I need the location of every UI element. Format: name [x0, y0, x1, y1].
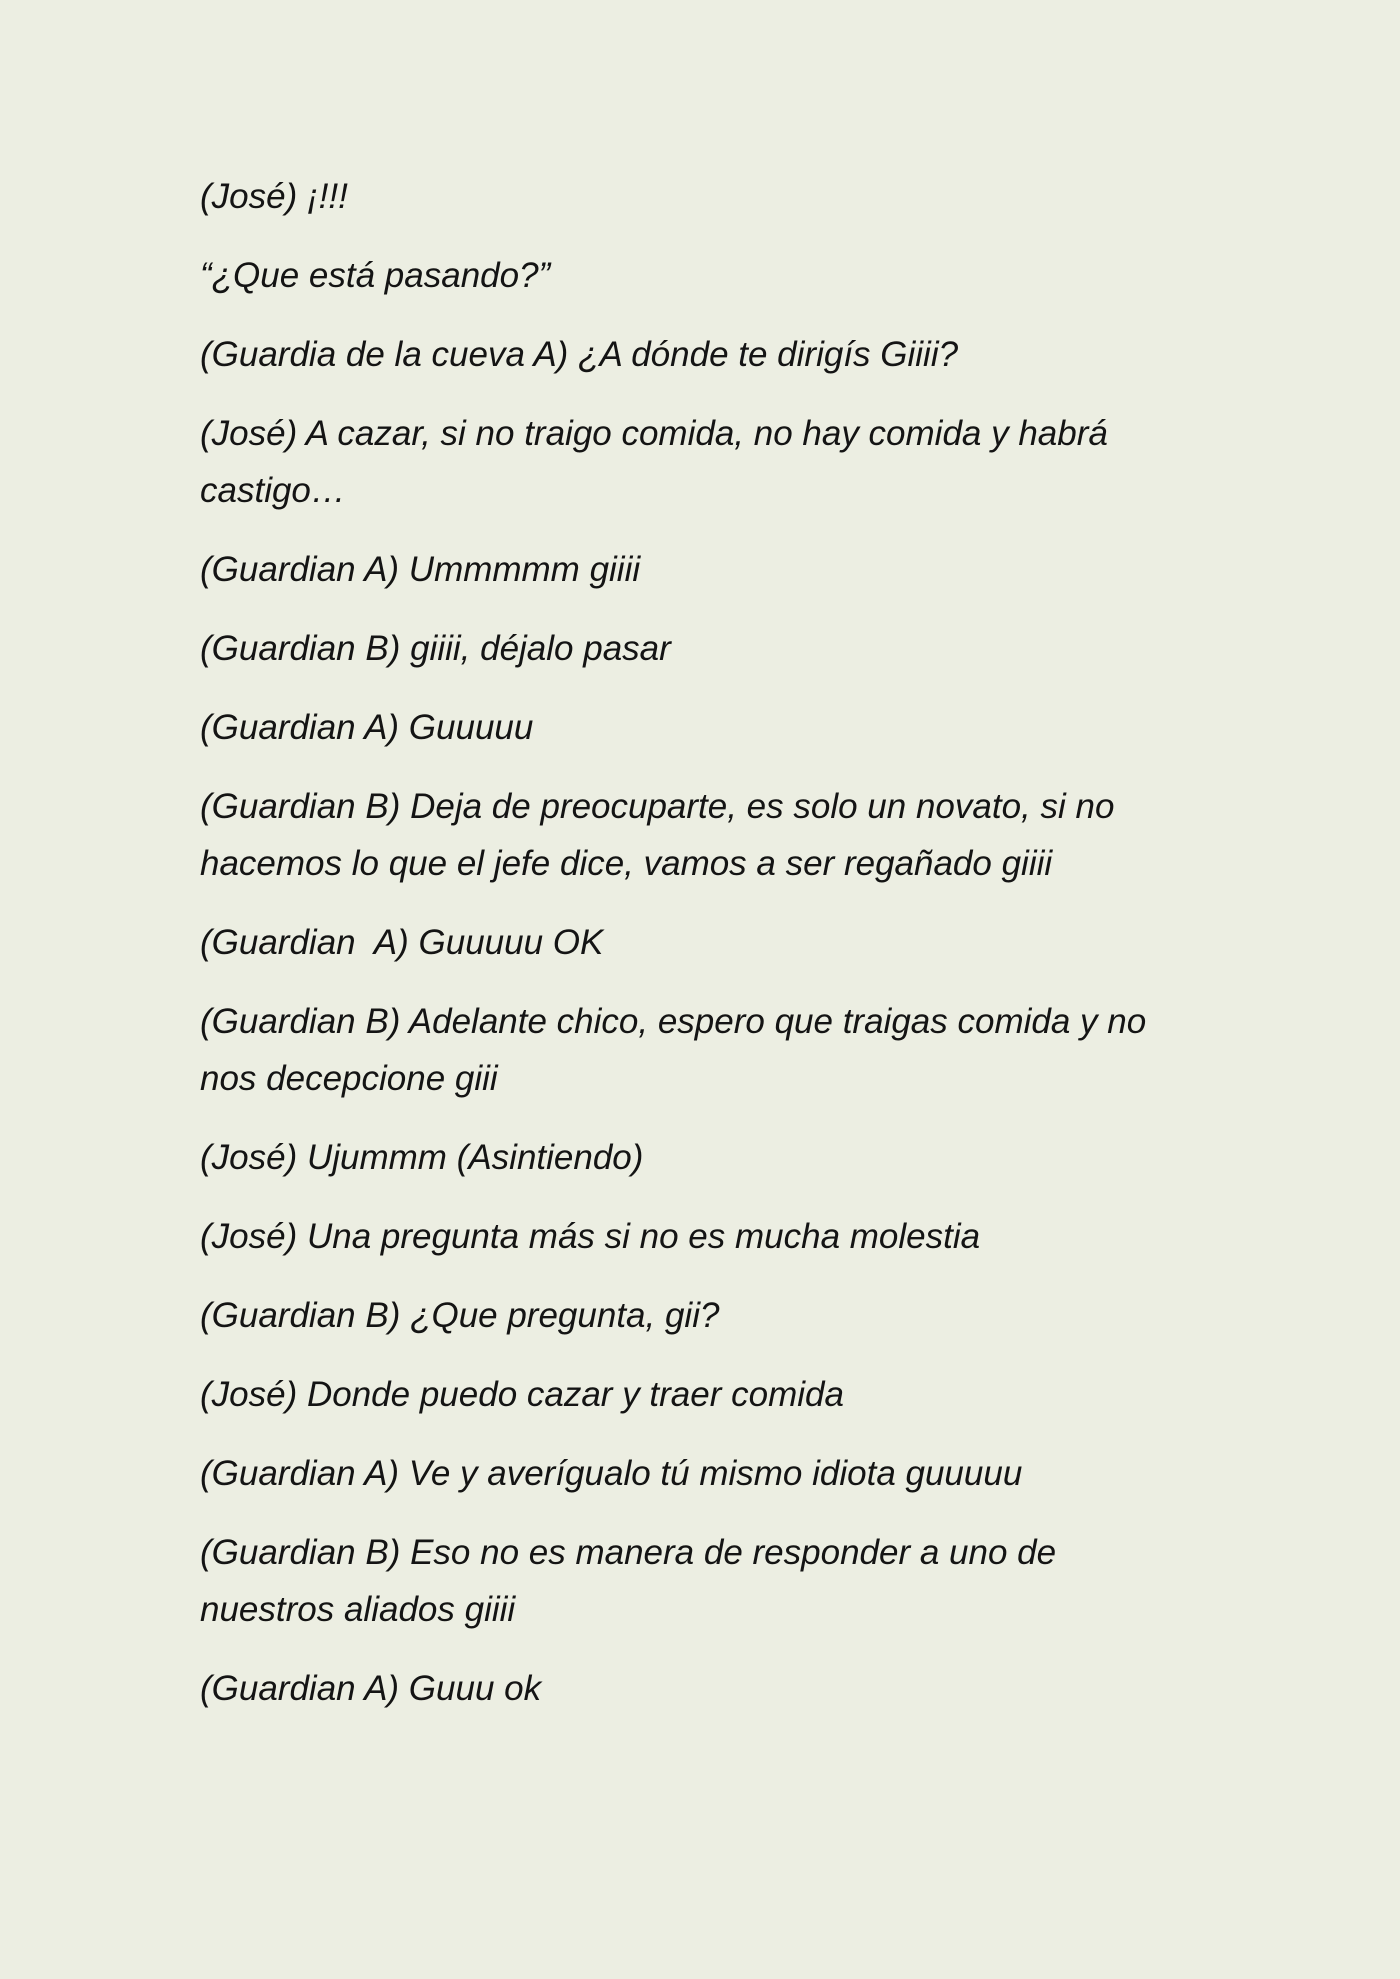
dialogue-line: (Guardian A) Guuuuu — [200, 708, 534, 747]
dialogue-line: (Guardian A) Guuu ok — [200, 1669, 542, 1708]
dialogue-line: (Guardian B) giiii, déjalo pasar — [200, 629, 671, 668]
dialogue-line: (José) A cazar, si no traigo comida, no hay comida y habrá castigo… — [200, 414, 1108, 510]
dialogue-line: (Guardian B) Adelante chico, espero que traigas comida y no nos decepcione giii — [200, 1002, 1147, 1098]
dialogue-line: (Guardian B) ¿Que pregunta, gii? — [200, 1296, 720, 1335]
dialogue-line: (Guardia de la cueva A) ¿A dónde te dirigís Giiii? — [200, 335, 959, 374]
dialogue-line: (Guardian A) Ve y averígualo tú mismo idiota guuuuu — [200, 1454, 1023, 1493]
dialogue-line: (José) Una pregunta más si no es mucha molestia — [200, 1217, 981, 1256]
dialogue-line: (José) Ujummm (Asintiendo) — [200, 1138, 644, 1177]
dialogue-line: (Guardian A) Guuuuu OK — [200, 923, 604, 962]
dialogue-line: (José) ¡!!! — [200, 177, 348, 216]
dialogue-text — [200, 168, 1200, 1739]
dialogue-line: (José) Donde puedo cazar y traer comida — [200, 1375, 844, 1414]
dialogue-line: (Guardian B) Eso no es manera de responder a uno de nuestros aliados giiii — [200, 1533, 1057, 1629]
dialogue-line: “¿Que está pasando?” — [200, 256, 551, 295]
dialogue-line: (Guardian A) Ummmmm giiii — [200, 550, 641, 589]
dialogue-line: (Guardian B) Deja de preocuparte, es solo un novato, si no hacemos lo que el jefe dice, vamos a ser regañado giiii — [200, 787, 1115, 883]
